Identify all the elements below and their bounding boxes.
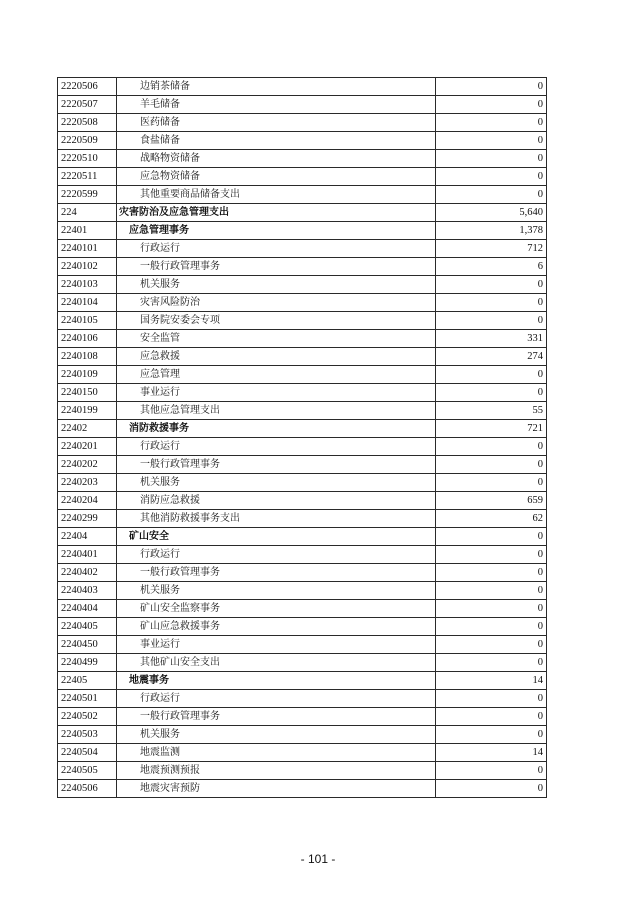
amount-cell: 0 (436, 456, 547, 474)
subject-code-cell: 2220508 (58, 114, 117, 132)
subject-name-cell: 羊毛储备 (117, 96, 436, 114)
subject-name-cell: 消防救援事务 (117, 420, 436, 438)
amount-cell: 0 (436, 708, 547, 726)
amount-cell: 0 (436, 600, 547, 618)
amount-cell: 0 (436, 168, 547, 186)
subject-code-cell: 2240502 (58, 708, 117, 726)
subject-name-cell: 一般行政管理事务 (117, 258, 436, 276)
subject-code-cell: 2240101 (58, 240, 117, 258)
subject-name-cell: 地震事务 (117, 672, 436, 690)
subject-name-cell: 国务院安委会专项 (117, 312, 436, 330)
table-row (58, 114, 547, 132)
subject-code-cell: 2240106 (58, 330, 117, 348)
amount-cell: 0 (436, 564, 547, 582)
amount-cell: 6 (436, 258, 547, 276)
subject-code-cell: 2240401 (58, 546, 117, 564)
amount-cell: 62 (436, 510, 547, 528)
subject-name-cell: 行政运行 (117, 240, 436, 258)
subject-code-cell: 2220599 (58, 186, 117, 204)
table-row (58, 492, 547, 510)
subject-code-cell: 2240404 (58, 600, 117, 618)
table-row (58, 528, 547, 546)
subject-name-cell: 地震监测 (117, 744, 436, 762)
subject-code-cell: 2220511 (58, 168, 117, 186)
subject-code-cell: 2240499 (58, 654, 117, 672)
amount-cell: 0 (436, 726, 547, 744)
table-row (58, 744, 547, 762)
table-row (58, 384, 547, 402)
amount-cell: 0 (436, 654, 547, 672)
budget-table (57, 77, 547, 798)
amount-cell: 0 (436, 780, 547, 798)
table-row (58, 582, 547, 600)
subject-name-cell: 一般行政管理事务 (117, 564, 436, 582)
subject-name-cell: 矿山安全 (117, 528, 436, 546)
subject-name-cell: 地震灾害预防 (117, 780, 436, 798)
subject-name-cell: 行政运行 (117, 690, 436, 708)
subject-code-cell: 2220510 (58, 150, 117, 168)
page-number: - 101 - (300, 852, 336, 866)
subject-name-cell: 灾害风险防治 (117, 294, 436, 312)
table-row (58, 78, 547, 96)
table-row (58, 708, 547, 726)
subject-code-cell: 2240504 (58, 744, 117, 762)
subject-name-cell: 应急管理事务 (117, 222, 436, 240)
table-row (58, 780, 547, 798)
subject-code-cell: 2220509 (58, 132, 117, 150)
subject-name-cell: 机关服务 (117, 276, 436, 294)
table-row (58, 150, 547, 168)
subject-name-cell: 矿山安全监察事务 (117, 600, 436, 618)
table-row (58, 546, 547, 564)
table-row (58, 204, 547, 222)
subject-code-cell: 2240405 (58, 618, 117, 636)
amount-cell: 331 (436, 330, 547, 348)
amount-cell: 0 (436, 366, 547, 384)
subject-code-cell: 2240505 (58, 762, 117, 780)
table-row (58, 276, 547, 294)
subject-code-cell: 2220506 (58, 78, 117, 96)
amount-cell: 0 (436, 636, 547, 654)
subject-code-cell: 2240105 (58, 312, 117, 330)
subject-code-cell: 22404 (58, 528, 117, 546)
table-row (58, 132, 547, 150)
subject-name-cell: 矿山应急救援事务 (117, 618, 436, 636)
budget-table-body (58, 78, 547, 798)
amount-cell: 5,640 (436, 204, 547, 222)
subject-code-cell: 2240102 (58, 258, 117, 276)
amount-cell: 0 (436, 186, 547, 204)
table-row (58, 402, 547, 420)
amount-cell: 0 (436, 690, 547, 708)
table-row (58, 240, 547, 258)
subject-code-cell: 2240109 (58, 366, 117, 384)
subject-code-cell: 2240203 (58, 474, 117, 492)
subject-name-cell: 应急救援 (117, 348, 436, 366)
table-row (58, 420, 547, 438)
subject-code-cell: 2240201 (58, 438, 117, 456)
table-row (58, 690, 547, 708)
subject-name-cell: 机关服务 (117, 474, 436, 492)
table-row (58, 564, 547, 582)
amount-cell: 0 (436, 528, 547, 546)
amount-cell: 14 (436, 744, 547, 762)
subject-name-cell: 其他重要商品储备支出 (117, 186, 436, 204)
subject-name-cell: 其他应急管理支出 (117, 402, 436, 420)
table-row (58, 438, 547, 456)
table-row (58, 366, 547, 384)
table-row (58, 312, 547, 330)
table-row (58, 672, 547, 690)
subject-code-cell: 2240150 (58, 384, 117, 402)
table-row (58, 96, 547, 114)
table-row (58, 618, 547, 636)
table-row (58, 222, 547, 240)
subject-name-cell: 应急管理 (117, 366, 436, 384)
subject-code-cell: 2240202 (58, 456, 117, 474)
amount-cell: 0 (436, 474, 547, 492)
subject-name-cell: 事业运行 (117, 636, 436, 654)
subject-code-cell: 2240503 (58, 726, 117, 744)
subject-name-cell: 行政运行 (117, 546, 436, 564)
subject-code-cell: 2240450 (58, 636, 117, 654)
table-row (58, 654, 547, 672)
subject-name-cell: 机关服务 (117, 582, 436, 600)
amount-cell: 0 (436, 546, 547, 564)
subject-name-cell: 应急物资储备 (117, 168, 436, 186)
subject-code-cell: 2240199 (58, 402, 117, 420)
subject-code-cell: 2240104 (58, 294, 117, 312)
subject-name-cell: 其他消防救援事务支出 (117, 510, 436, 528)
subject-name-cell: 行政运行 (117, 438, 436, 456)
amount-cell: 1,378 (436, 222, 547, 240)
amount-cell: 0 (436, 762, 547, 780)
amount-cell: 55 (436, 402, 547, 420)
amount-cell: 721 (436, 420, 547, 438)
table-row (58, 330, 547, 348)
subject-code-cell: 2240501 (58, 690, 117, 708)
subject-code-cell: 2240402 (58, 564, 117, 582)
subject-name-cell: 一般行政管理事务 (117, 456, 436, 474)
subject-code-cell: 22402 (58, 420, 117, 438)
subject-name-cell: 其他矿山安全支出 (117, 654, 436, 672)
amount-cell: 0 (436, 438, 547, 456)
amount-cell: 0 (436, 78, 547, 96)
subject-name-cell: 灾害防治及应急管理支出 (117, 204, 436, 222)
table-row (58, 474, 547, 492)
amount-cell: 0 (436, 618, 547, 636)
subject-code-cell: 2240506 (58, 780, 117, 798)
amount-cell: 0 (436, 114, 547, 132)
table-row (58, 636, 547, 654)
subject-name-cell: 消防应急救援 (117, 492, 436, 510)
amount-cell: 14 (436, 672, 547, 690)
amount-cell: 274 (436, 348, 547, 366)
amount-cell: 0 (436, 582, 547, 600)
subject-name-cell: 机关服务 (117, 726, 436, 744)
table-row (58, 600, 547, 618)
table-row (58, 168, 547, 186)
subject-name-cell: 地震预测预报 (117, 762, 436, 780)
subject-code-cell: 2240403 (58, 582, 117, 600)
table-row (58, 726, 547, 744)
amount-cell: 0 (436, 384, 547, 402)
subject-name-cell: 安全监管 (117, 330, 436, 348)
subject-name-cell: 战略物资储备 (117, 150, 436, 168)
table-row (58, 348, 547, 366)
subject-code-cell: 2240204 (58, 492, 117, 510)
table-row (58, 510, 547, 528)
subject-name-cell: 医药储备 (117, 114, 436, 132)
table-row (58, 258, 547, 276)
amount-cell: 0 (436, 312, 547, 330)
amount-cell: 0 (436, 276, 547, 294)
subject-code-cell: 22401 (58, 222, 117, 240)
table-row (58, 456, 547, 474)
table-row (58, 186, 547, 204)
amount-cell: 0 (436, 96, 547, 114)
subject-code-cell: 224 (58, 204, 117, 222)
subject-code-cell: 2240103 (58, 276, 117, 294)
table-row (58, 294, 547, 312)
table-row (58, 762, 547, 780)
subject-name-cell: 一般行政管理事务 (117, 708, 436, 726)
subject-code-cell: 22405 (58, 672, 117, 690)
subject-code-cell: 2220507 (58, 96, 117, 114)
subject-name-cell: 边销茶储备 (117, 78, 436, 96)
amount-cell: 0 (436, 294, 547, 312)
subject-code-cell: 2240108 (58, 348, 117, 366)
subject-name-cell: 食盐储备 (117, 132, 436, 150)
subject-code-cell: 2240299 (58, 510, 117, 528)
subject-name-cell: 事业运行 (117, 384, 436, 402)
amount-cell: 0 (436, 150, 547, 168)
amount-cell: 659 (436, 492, 547, 510)
amount-cell: 712 (436, 240, 547, 258)
amount-cell: 0 (436, 132, 547, 150)
